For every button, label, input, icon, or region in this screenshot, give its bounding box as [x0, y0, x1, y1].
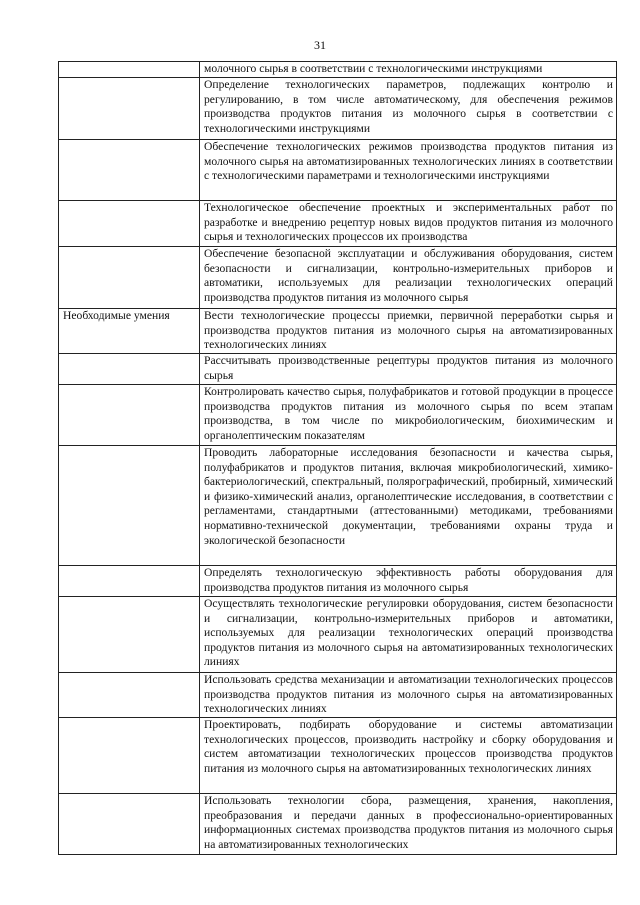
- row-text: Осуществлять технологические регулировки оборудования, систем безопасности и сигнализации, контрольно-измерительных приборов и автоматики, используемых для реализации технологических операций производства продуктов питания из молочного сырья на автоматизированных технологических линиях: [200, 597, 617, 673]
- row-text: Вести технологические процессы приемки, первичной переработки сырья и производства продуктов питания из молочного сырья на автоматизированных технологических линиях: [200, 309, 617, 354]
- table-row: [59, 140, 617, 201]
- table-row: [59, 673, 617, 718]
- row-label: [59, 247, 200, 309]
- row-text: Использовать средства механизации и автоматизации технологических процессов производства продуктов питания из молочного сырья на автоматизированных технологических линиях: [200, 673, 617, 718]
- row-text: Определение технологических параметров, подлежащих контролю и регулированию, в том числе автоматическому, для обеспечения режимов производства продуктов питания из молочного сырья в соответствии с технологическими инструкциями: [200, 78, 617, 140]
- table-row: [59, 62, 617, 78]
- section-label-skills: Необходимые умения: [59, 309, 200, 354]
- row-text: Проектировать, подбирать оборудование и системы автоматизации технологических процессов, производить настройку и сборку оборудования и систем автоматизации технологических процессов производства продуктов питания из молочного сырья на автоматизированных технологических линиях: [200, 718, 617, 794]
- row-label: [59, 446, 200, 566]
- table-row: [59, 385, 617, 446]
- row-label: [59, 718, 200, 794]
- row-label: [59, 78, 200, 140]
- row-label: [59, 201, 200, 247]
- row-text: Определять технологическую эффективность работы оборудования для производства продуктов питания из молочного сырья: [200, 566, 617, 597]
- table-row: [59, 309, 617, 354]
- row-label: [59, 566, 200, 597]
- table-row: [59, 566, 617, 597]
- row-label: [59, 140, 200, 201]
- table-row: [59, 597, 617, 673]
- table-row: [59, 446, 617, 566]
- row-label: [59, 62, 200, 78]
- row-text: Обеспечение безопасной эксплуатации и обслуживания оборудования, систем безопасности и сигнализации, контрольно-измерительных приборов и автоматики, используемых для реализации технологических операций производства продуктов питания из молочного сырья: [200, 247, 617, 309]
- page-number: 31: [314, 38, 326, 52]
- qualification-table: [58, 61, 617, 855]
- row-text: Контролировать качество сырья, полуфабрикатов и готовой продукции в процессе производства продуктов питания из молочного сырья по всем этапам производства, в том числе по микробиологическим, биохимическим и органолептическим показателям: [200, 385, 617, 446]
- table-row: [59, 718, 617, 794]
- table-row: [59, 201, 617, 247]
- table-row: [59, 78, 617, 140]
- row-text: молочного сырья в соответствии с технологическими инструкциями: [200, 62, 617, 78]
- table-row: [59, 354, 617, 385]
- row-label: [59, 354, 200, 385]
- row-text: Технологическое обеспечение проектных и экспериментальных работ по разработке и внедрению рецептур новых видов продуктов питания из молочного сырья и технологических процессов их производства: [200, 201, 617, 247]
- row-label: [59, 597, 200, 673]
- row-label: [59, 794, 200, 855]
- row-text: Обеспечение технологических режимов производства продуктов питания из молочного сырья на автоматизированных технологических линиях в соответствии с технологическими параметрами и технологическими инструкциями: [200, 140, 617, 201]
- table-row: [59, 794, 617, 855]
- table-row: [59, 247, 617, 309]
- row-label: [59, 673, 200, 718]
- row-text: Проводить лабораторные исследования безопасности и качества сырья, полуфабрикатов и продуктов питания, включая микробиологический, химико-бактериологический, спектральный, полярографический, пробирный, химический и физико-химический анализ, органолептические исследования, в соответствии с регламентами, стандартными (аттестованными) методиками, требованиями нормативно-технической документации, требованиями охраны труда и экологической безопасности: [200, 446, 617, 566]
- row-text: Использовать технологии сбора, размещения, хранения, накопления, преобразования и передачи данных в профессионально-ориентированных информационных системах производства продуктов питания из молочного сырья на автоматизированных технологических: [200, 794, 617, 855]
- row-text: Рассчитывать производственные рецептуры продуктов питания из молочного сырья: [200, 354, 617, 385]
- row-label: [59, 385, 200, 446]
